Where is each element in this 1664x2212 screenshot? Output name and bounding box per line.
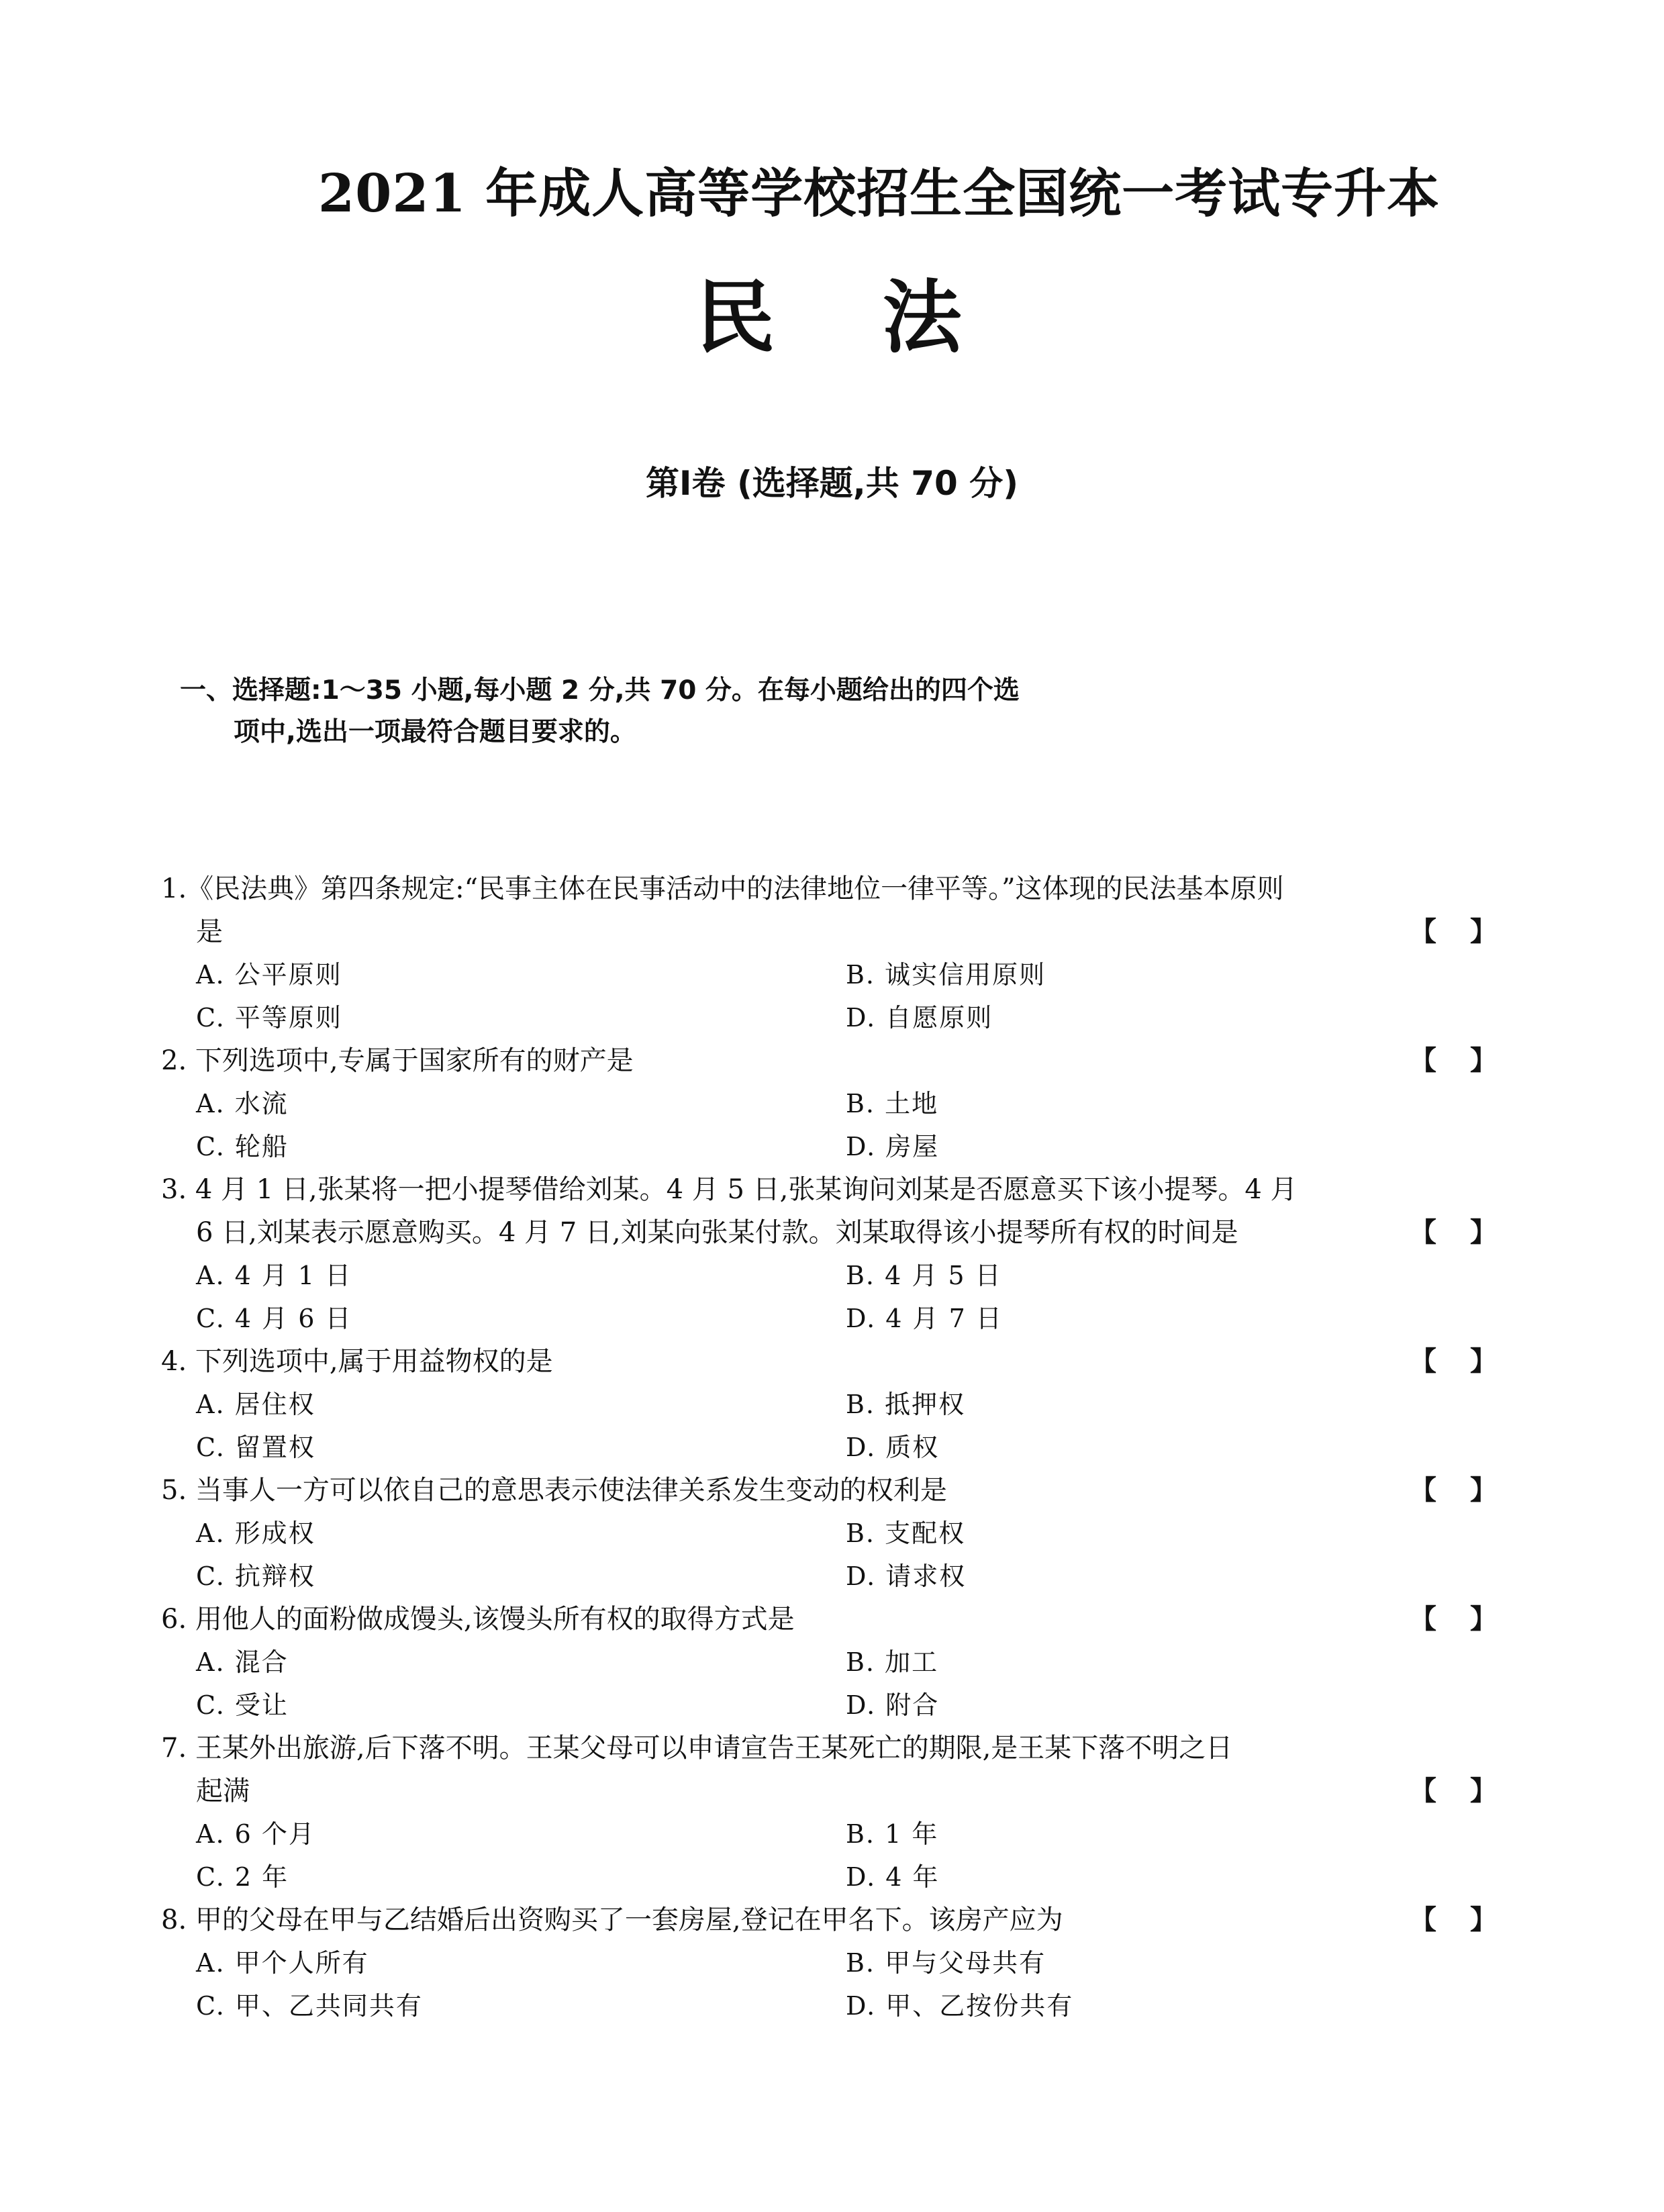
question-stem-text: 6. 用他人的面粉做成馒头,该馒头所有权的取得方式是: [161, 1604, 795, 1635]
bracket-close: 】: [1470, 1775, 1497, 1807]
answer-option: A. 水流: [196, 1089, 289, 1118]
answer-option: A. 甲个人所有: [196, 1948, 369, 1978]
answer-option: C. 轮船: [196, 1132, 289, 1161]
bracket-close: 】: [1470, 1216, 1497, 1248]
section-instructions: [180, 670, 1187, 753]
answer-bracket: [1410, 1469, 1497, 1512]
question-1: [161, 867, 1497, 1039]
bracket-open: 【: [1410, 916, 1436, 947]
answer-option: D. 4 月 7 日: [846, 1304, 1003, 1333]
question-3: [161, 1168, 1497, 1340]
option-row: [161, 996, 1497, 1039]
bracket-close: 】: [1470, 1603, 1497, 1635]
instructions-line-2: 项中,选出一项最符合题目要求的。: [234, 717, 636, 747]
option-row: [161, 1555, 1497, 1598]
option-row: [161, 1426, 1497, 1469]
answer-bracket: [1410, 910, 1497, 953]
option-row: [161, 953, 1497, 996]
answer-option: D. 附合: [846, 1690, 940, 1720]
option-row: [161, 1383, 1497, 1426]
question-stem-line: [161, 867, 1497, 910]
answer-option: D. 自愿原则: [846, 1003, 993, 1032]
answer-option: A. 4 月 1 日: [196, 1261, 352, 1290]
answer-option: B. 土地: [846, 1089, 939, 1118]
option-row: [161, 1082, 1497, 1125]
question-stem-text: 起满: [196, 1776, 250, 1807]
bracket-open: 【: [1410, 1474, 1436, 1506]
bracket-open: 【: [1410, 1904, 1436, 1935]
question-8: [161, 1898, 1497, 2027]
option-row: [161, 1254, 1497, 1297]
instructions-line-1: 一、选择题:1～35 小题,每小题 2 分,共 70 分。在每小题给出的四个选: [180, 675, 1020, 706]
option-row: [161, 1856, 1497, 1898]
answer-option: D. 4 年: [846, 1862, 940, 1892]
question-stem-line: [161, 910, 1497, 953]
answer-bracket: [1410, 1770, 1497, 1813]
answer-option: D. 甲、乙按份共有: [846, 1991, 1074, 2021]
answer-bracket: [1410, 1211, 1497, 1254]
question-stem-text: 7. 王某外出旅游,后下落不明。王某父母可以申请宣告王某死亡的期限,是王某下落不明之日: [161, 1733, 1233, 1764]
answer-option: A. 6 个月: [196, 1819, 315, 1849]
question-stem-line: [161, 1340, 1497, 1383]
volume-heading: 第Ⅰ卷 (选择题,共 70 分): [645, 464, 1019, 503]
question-stem-text: 8. 甲的父母在甲与乙结婚后出资购买了一套房屋,登记在甲名下。该房产应为: [161, 1905, 1063, 1935]
option-row: [161, 1125, 1497, 1168]
answer-option: B. 诚实信用原则: [846, 960, 1046, 990]
question-5: [161, 1469, 1497, 1598]
bracket-open: 【: [1410, 1775, 1436, 1807]
answer-bracket: [1410, 1898, 1497, 1941]
answer-option: A. 居住权: [196, 1390, 315, 1419]
bracket-open: 【: [1410, 1603, 1436, 1635]
option-row: [161, 1984, 1497, 2027]
question-7: [161, 1727, 1497, 1898]
answer-option: D. 请求权: [846, 1561, 967, 1591]
question-list: [161, 867, 1497, 2027]
question-stem-line: [161, 1727, 1497, 1770]
answer-option: B. 甲与父母共有: [846, 1948, 1046, 1978]
question-6: [161, 1598, 1497, 1727]
answer-option: C. 2 年: [196, 1862, 289, 1892]
question-stem-text: 是: [196, 916, 223, 947]
option-row: [161, 1813, 1497, 1856]
answer-option: B. 抵押权: [846, 1390, 966, 1419]
question-stem-line: [161, 1770, 1497, 1813]
bracket-close: 】: [1470, 1345, 1497, 1377]
answer-option: B. 支配权: [846, 1519, 966, 1548]
answer-option: C. 4 月 6 日: [196, 1304, 352, 1333]
question-stem-text: 6 日,刘某表示愿意购买。4 月 7 日,刘某向张某付款。刘某取得该小提琴所有权的时间是: [196, 1217, 1238, 1248]
question-stem-text: 3. 4 月 1 日,张某将一把小提琴借给刘某。4 月 5 日,张某询问刘某是否愿意买下该小提琴。4 月: [161, 1174, 1298, 1205]
answer-bracket: [1410, 1598, 1497, 1641]
question-stem-line: [161, 1898, 1497, 1941]
answer-option: B. 1 年: [846, 1819, 939, 1849]
question-stem-text: 1.《民法典》第四条规定:“民事主体在民事活动中的法律地位一律平等。”这体现的民法基本原则: [161, 873, 1284, 904]
bracket-open: 【: [1410, 1045, 1436, 1076]
option-row: [161, 1684, 1497, 1727]
option-row: [161, 1297, 1497, 1340]
answer-option: D. 质权: [846, 1433, 940, 1462]
bracket-open: 【: [1410, 1216, 1436, 1248]
bracket-open: 【: [1410, 1345, 1436, 1377]
option-row: [161, 1512, 1497, 1555]
answer-option: A. 混合: [196, 1647, 289, 1677]
bracket-close: 】: [1470, 1474, 1497, 1506]
bracket-close: 】: [1470, 916, 1497, 947]
answer-option: D. 房屋: [846, 1132, 940, 1161]
question-2: [161, 1039, 1497, 1168]
answer-option: C. 受让: [196, 1690, 289, 1720]
answer-option: C. 甲、乙共同共有: [196, 1991, 423, 2021]
bracket-close: 】: [1470, 1045, 1497, 1076]
exam-title: 2021 年成人高等学校招生全国统一考试专升本: [317, 163, 1440, 224]
answer-option: A. 形成权: [196, 1519, 315, 1548]
question-stem-line: [161, 1469, 1497, 1512]
subject-title: 民法: [695, 271, 1069, 364]
question-stem-text: 4. 下列选项中,属于用益物权的是: [161, 1346, 553, 1377]
question-stem-line: [161, 1168, 1497, 1211]
answer-option: B. 4 月 5 日: [846, 1261, 1002, 1290]
answer-option: C. 留置权: [196, 1433, 315, 1462]
answer-option: A. 公平原则: [196, 960, 342, 990]
question-stem-line: [161, 1039, 1497, 1082]
answer-option: B. 加工: [846, 1647, 939, 1677]
bracket-close: 】: [1470, 1904, 1497, 1935]
answer-bracket: [1410, 1340, 1497, 1383]
answer-option: C. 平等原则: [196, 1003, 342, 1032]
question-stem-text: 5. 当事人一方可以依自己的意思表示使法律关系发生变动的权利是: [161, 1475, 947, 1506]
question-stem-line: [161, 1211, 1497, 1254]
option-row: [161, 1941, 1497, 1984]
answer-option: C. 抗辩权: [196, 1561, 315, 1591]
option-row: [161, 1641, 1497, 1684]
answer-bracket: [1410, 1039, 1497, 1082]
question-stem-line: [161, 1598, 1497, 1641]
question-4: [161, 1340, 1497, 1469]
question-stem-text: 2. 下列选项中,专属于国家所有的财产是: [161, 1045, 634, 1076]
